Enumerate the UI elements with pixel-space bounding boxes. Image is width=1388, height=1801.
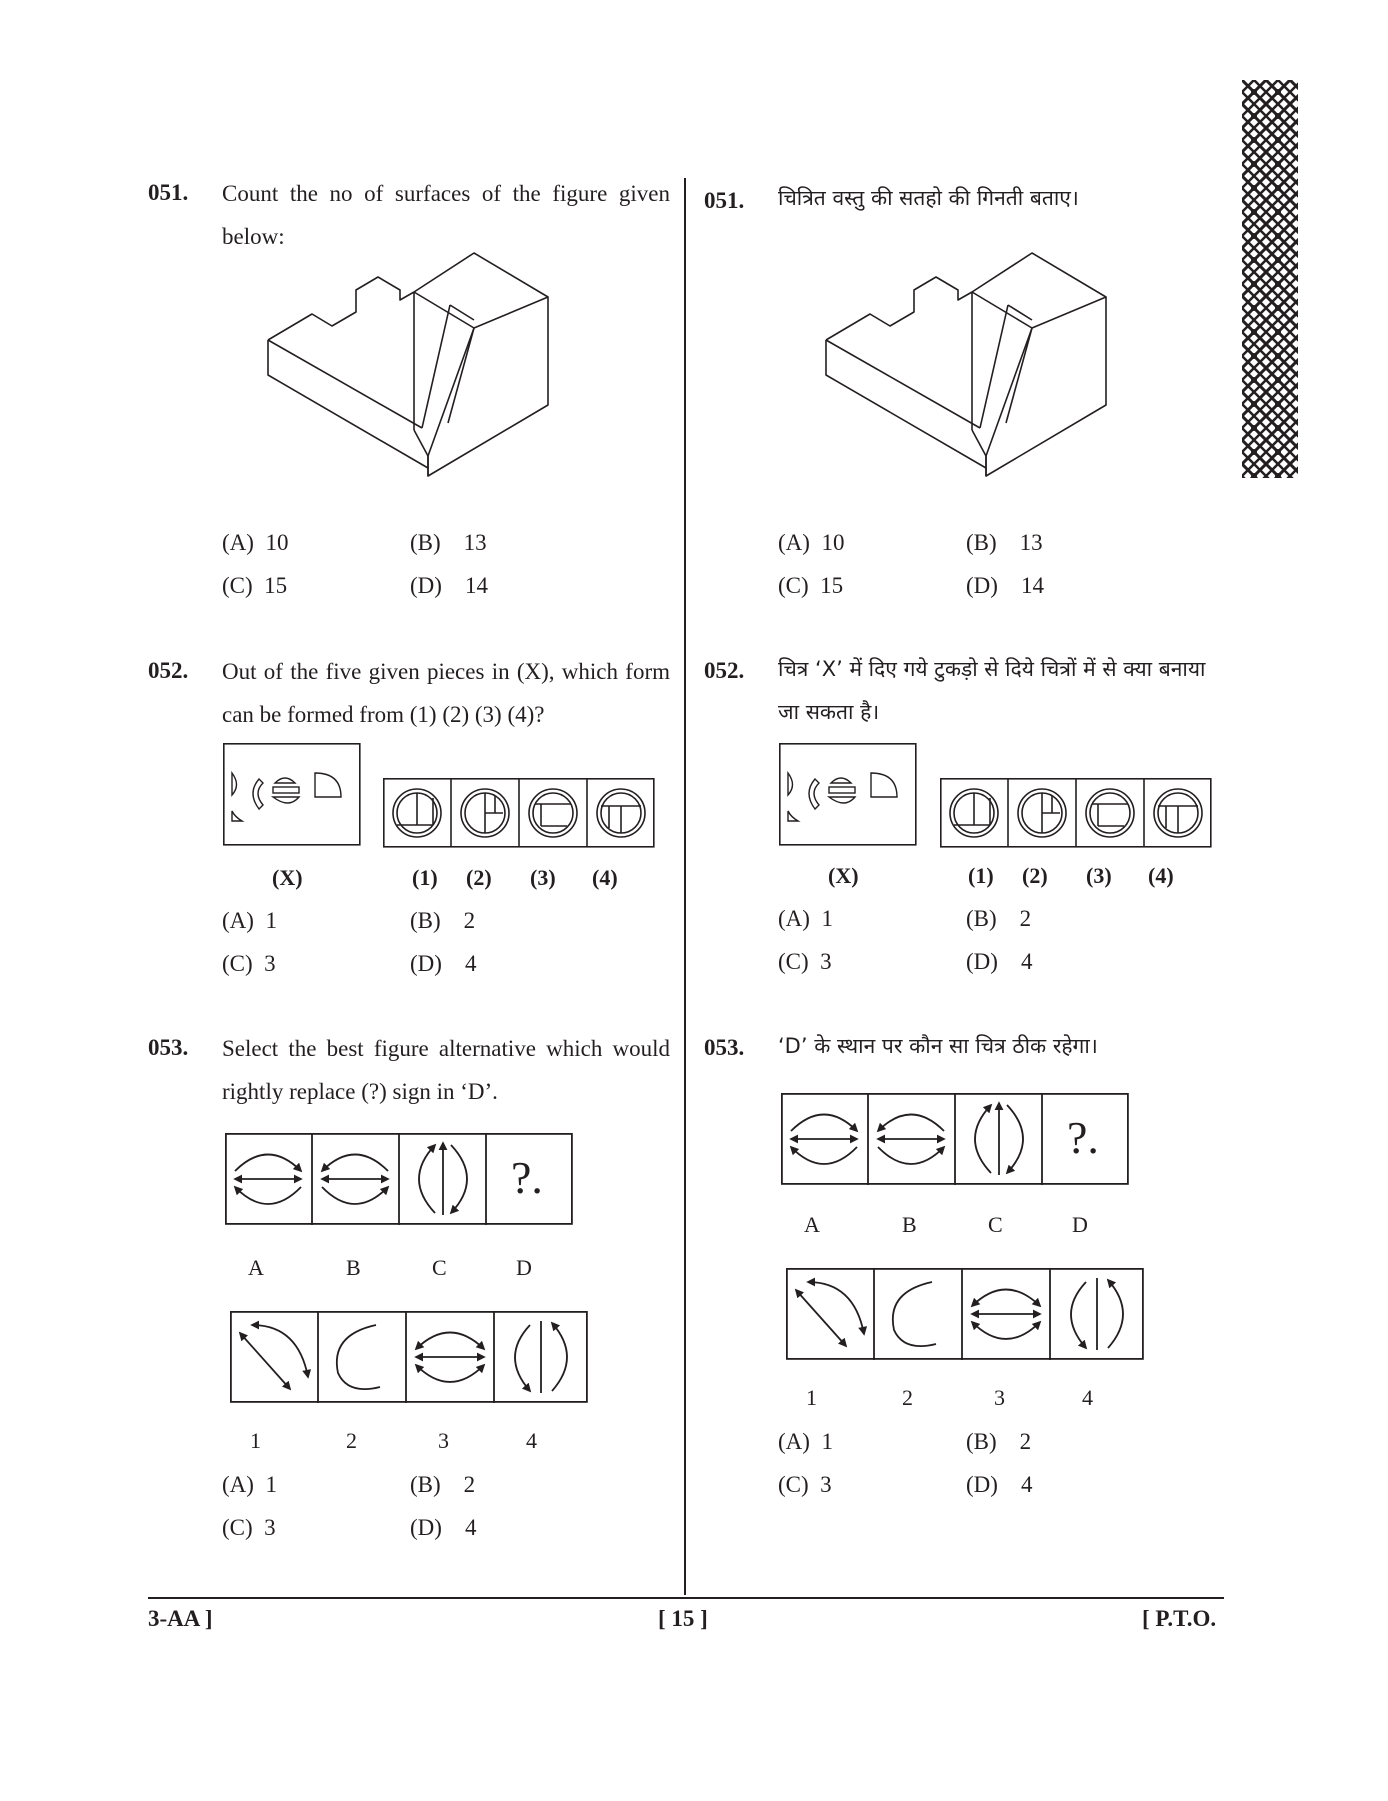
- question-text: चित्रित वस्तु की सतहो की गिनती बताए।: [778, 186, 1079, 210]
- option-label: (A): [222, 908, 254, 933]
- option-value: 1: [265, 1472, 277, 1497]
- footer-rule: [148, 1597, 1224, 1599]
- option-d[interactable]: [410, 1515, 476, 1541]
- option-value: 15: [820, 573, 844, 598]
- option-label: (D): [410, 573, 442, 598]
- figure-label-x: (X): [272, 865, 303, 890]
- answer-label-2: 2: [346, 1428, 357, 1453]
- question-text: ‘D’ के स्थान पर कौन सा चित्र ठीक रहेगा।: [778, 1034, 1098, 1058]
- option-label: (B): [410, 908, 441, 933]
- answer-label-3: 3: [438, 1428, 449, 1453]
- option-label: (B): [410, 1472, 441, 1497]
- question-mark: ?.: [1067, 1112, 1099, 1163]
- option-d[interactable]: [410, 573, 488, 599]
- option-label: (B): [410, 530, 441, 555]
- option-b[interactable]: [410, 1472, 475, 1498]
- pieces-figure-x: [779, 743, 917, 846]
- option-label: (C): [222, 951, 253, 976]
- option-a[interactable]: [778, 906, 833, 932]
- option-value: 4: [464, 951, 477, 976]
- option-a[interactable]: [222, 908, 277, 934]
- option-value: 14: [464, 573, 488, 598]
- option-d[interactable]: [410, 951, 476, 977]
- option-label: (B): [966, 906, 997, 931]
- problem-label-a: A: [804, 1212, 820, 1237]
- option-value: 4: [464, 1515, 477, 1540]
- figure-label-3: (3): [530, 865, 556, 890]
- option-value: 15: [264, 573, 288, 598]
- option-value: 10: [821, 530, 845, 555]
- option-value: 4: [1020, 1472, 1033, 1497]
- option-label: (A): [778, 530, 810, 555]
- option-value: 14: [1020, 573, 1044, 598]
- question-number: 051.: [704, 188, 745, 213]
- option-value: 2: [1019, 1429, 1032, 1454]
- decorative-border: [1242, 80, 1298, 478]
- option-a[interactable]: [222, 530, 288, 556]
- option-value: 10: [265, 530, 289, 555]
- option-value: 4: [1020, 949, 1033, 974]
- problem-label-d: D: [516, 1255, 532, 1280]
- option-b[interactable]: [966, 1429, 1031, 1455]
- figure-label-x: (X): [828, 863, 859, 888]
- pieces-figure-x: [223, 743, 361, 846]
- option-value: 2: [463, 1472, 476, 1497]
- question-text: Select the best figure alternative which would rightly replace (?) sign in ‘D’.: [222, 1036, 670, 1104]
- question-number: 053.: [704, 1035, 745, 1060]
- answer-figures-1-4: [940, 778, 1212, 848]
- option-label: (B): [966, 1429, 997, 1454]
- answer-figures: [230, 1311, 588, 1403]
- problem-label-a: A: [248, 1255, 264, 1280]
- option-d[interactable]: [966, 573, 1044, 599]
- option-label: (D): [410, 951, 442, 976]
- option-value: 2: [1019, 906, 1032, 931]
- option-a[interactable]: [778, 1429, 833, 1455]
- problem-label-b: B: [346, 1255, 361, 1280]
- figure-label-3: (3): [1086, 863, 1112, 888]
- option-value: 3: [264, 1515, 276, 1540]
- option-d[interactable]: [966, 949, 1032, 975]
- option-value: 1: [821, 906, 833, 931]
- figure-label-4: (4): [1148, 863, 1174, 888]
- option-value: 3: [820, 949, 832, 974]
- question-number: 052.: [148, 658, 189, 683]
- option-label: (A): [222, 1472, 254, 1497]
- option-a[interactable]: [778, 530, 844, 556]
- option-label: (B): [966, 530, 997, 555]
- option-b[interactable]: [410, 530, 487, 556]
- option-value: 1: [265, 908, 277, 933]
- option-value: 3: [264, 951, 276, 976]
- option-label: (D): [966, 1472, 998, 1497]
- question-text: चित्र ‘X’ में दिए गये टुकड़ो से दिये चित्रों में से क्या बनाया जा सकता है।: [778, 657, 1206, 724]
- answer-label-4: 4: [1082, 1385, 1093, 1410]
- option-value: 13: [1019, 530, 1043, 555]
- answer-label-2: 2: [902, 1385, 913, 1410]
- figure-label-1: (1): [968, 863, 994, 888]
- option-c[interactable]: [778, 573, 843, 599]
- figure-label-4: (4): [592, 865, 618, 890]
- problem-figures: [781, 1093, 1129, 1185]
- question-text: Count the no of surfaces of the figure given below:: [222, 181, 670, 249]
- option-a[interactable]: [222, 1472, 277, 1498]
- option-d[interactable]: [966, 1472, 1032, 1498]
- booklet-code: 3-AA ]: [148, 1606, 213, 1631]
- option-label: (A): [778, 906, 810, 931]
- figure-label-2: (2): [1022, 863, 1048, 888]
- option-value: 13: [463, 530, 487, 555]
- problem-figures: [225, 1133, 573, 1225]
- option-label: (C): [778, 573, 809, 598]
- answer-label-4: 4: [526, 1428, 537, 1453]
- answer-label-3: 3: [994, 1385, 1005, 1410]
- option-b[interactable]: [410, 908, 475, 934]
- problem-label-b: B: [902, 1212, 917, 1237]
- answer-label-1: 1: [806, 1385, 817, 1410]
- option-label: (C): [778, 1472, 809, 1497]
- pto-label: [ P.T.O.: [1142, 1606, 1217, 1631]
- option-label: (D): [966, 949, 998, 974]
- question-number: 051.: [148, 180, 189, 205]
- option-label: (C): [778, 949, 809, 974]
- option-b[interactable]: [966, 906, 1031, 932]
- option-label: (C): [222, 1515, 253, 1540]
- option-value: 3: [820, 1472, 832, 1497]
- option-label: (A): [222, 530, 254, 555]
- option-label: (A): [778, 1429, 810, 1454]
- option-label: (C): [222, 573, 253, 598]
- question-text: Out of the five given pieces in (X), which form can be formed from (1) (2) (3) (4)?: [222, 659, 670, 727]
- block-figure: [262, 250, 552, 520]
- option-value: 1: [821, 1429, 833, 1454]
- option-label: (D): [410, 1515, 442, 1540]
- option-value: 2: [463, 908, 476, 933]
- question-number: 053.: [148, 1035, 189, 1060]
- figure-label-1: (1): [412, 865, 438, 890]
- block-figure: [820, 250, 1110, 520]
- problem-label-c: C: [988, 1212, 1003, 1237]
- column-divider: [684, 178, 686, 1595]
- option-c[interactable]: [778, 949, 832, 975]
- option-c[interactable]: [222, 573, 287, 599]
- page-number: [ 15 ]: [658, 1606, 708, 1631]
- answer-label-1: 1: [250, 1428, 261, 1453]
- option-c[interactable]: [778, 1472, 832, 1498]
- answer-figures-1-4: [383, 778, 655, 848]
- answer-figures: [786, 1268, 1144, 1360]
- option-label: (D): [966, 573, 998, 598]
- figure-label-2: (2): [466, 865, 492, 890]
- question-mark: ?.: [511, 1152, 543, 1203]
- option-c[interactable]: [222, 951, 276, 977]
- problem-label-c: C: [432, 1255, 447, 1280]
- problem-label-d: D: [1072, 1212, 1088, 1237]
- question-number: 052.: [704, 658, 745, 683]
- option-b[interactable]: [966, 530, 1043, 556]
- option-c[interactable]: [222, 1515, 276, 1541]
